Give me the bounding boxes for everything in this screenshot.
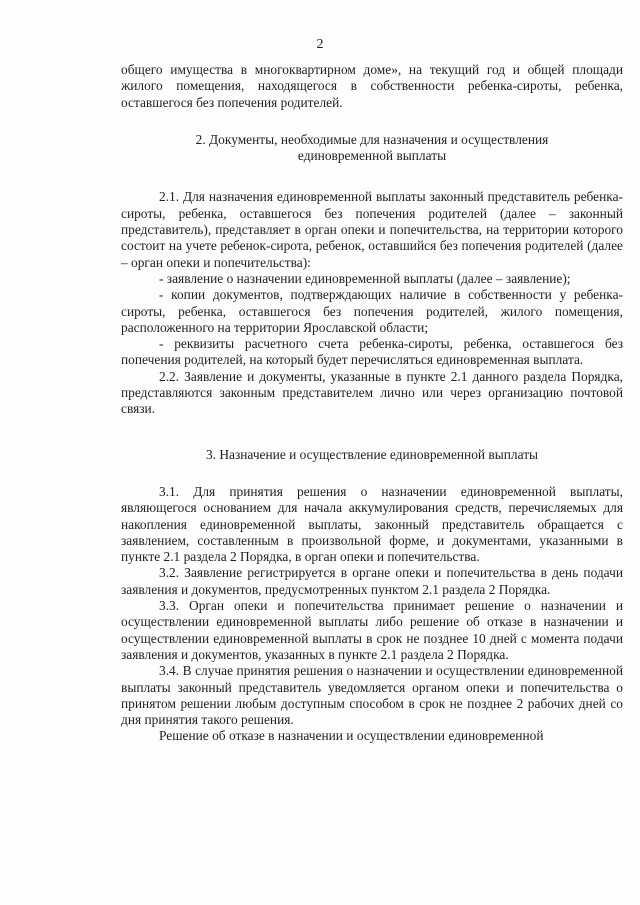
paragraph-3-5: Решение об отказе в назначении и осуществлении единовременной bbox=[159, 728, 544, 744]
section-3-heading: 3. Назначение и осуществление единовременной выплаты bbox=[205, 446, 539, 462]
list-item-property-documents: - копии документов, подтверждающих наличие в собственности у ребенка-сироты, ребенка, оставшегося без попечения родителей, жилого помещения, расположенного на территории Ярославской области; bbox=[121, 287, 623, 335]
document-body bbox=[121, 62, 623, 745]
paragraph-3-2: 3.2. Заявление регистрируется в органе опеки и попечительства в день подачи заявления и документов, предусмотренных пунктом 2.1 раздела 2 Порядка. bbox=[121, 565, 623, 597]
paragraph-3-4: 3.4. В случае принятия решения о назначении и осуществлении единовременной выплаты законный представитель уведомляется органом опеки и попечительства о принятом решении любым доступным способом в срок не позднее 2 рабочих дней со дня принятия такого решения. bbox=[121, 663, 623, 728]
paragraph-2-1: 2.1. Для назначения единовременной выплаты законный представитель ребенка-сироты, ребенка, оставшегося без попечения родителей (далее – законный представитель), представляет в орган опеки и попечительства, на территории которого состоит на учете ребенок-сирота, ребенок, оставшийся без попечения родителей (далее – орган опеки и попечительства): bbox=[121, 189, 623, 270]
section-2-heading-line1: 2. Документы, необходимые для назначения и осуществления bbox=[195, 131, 549, 147]
paragraph-3-1: 3.1. Для принятия решения о назначении единовременной выплаты, являющегося основанием для начала аккумулирования средств, перечисляемых для накопления единовременной выплаты, законный представитель обращается с заявлением, составленным в произвольной форме, и документами, указанными в пункте 2.1 раздела 2 Порядка, в орган опеки и попечительства. bbox=[121, 483, 623, 565]
paragraph-2-2: 2.2. Заявление и документы, указанные в пункте 2.1 данного раздела Порядка, представляются законным представителем лично или через организацию почтовой связи. bbox=[121, 368, 623, 417]
section-2-heading bbox=[121, 132, 623, 165]
intro-paragraph: общего имущества в многоквартирном доме», на текущий год и общей площади жилого помещения, находящегося в собственности ребенка-сироты, ребенка, оставшегося без попечения родителей. bbox=[121, 62, 623, 110]
list-item-application: - заявление о назначении единовременной выплаты (далее – заявление); bbox=[159, 270, 571, 286]
page-number: 2 bbox=[316, 37, 324, 52]
paragraph-3-3: 3.3. Орган опеки и попечительства принимает решение о назначении и осуществлении единовременной выплаты либо решение об отказе в назначении и осуществлении единовременной выплаты в срок не позднее 10 дней с момента подачи заявления и документов, указанных в пункте 2.1 раздела 2 Порядка. bbox=[121, 598, 623, 662]
section-2-heading-line2: единовременной выплаты bbox=[297, 148, 447, 164]
list-item-bank-details: - реквизиты расчетного счета ребенка-сироты, ребенка, оставшегося без попечения родителей, на который будет перечисляться единовременная выплата. bbox=[121, 336, 623, 368]
